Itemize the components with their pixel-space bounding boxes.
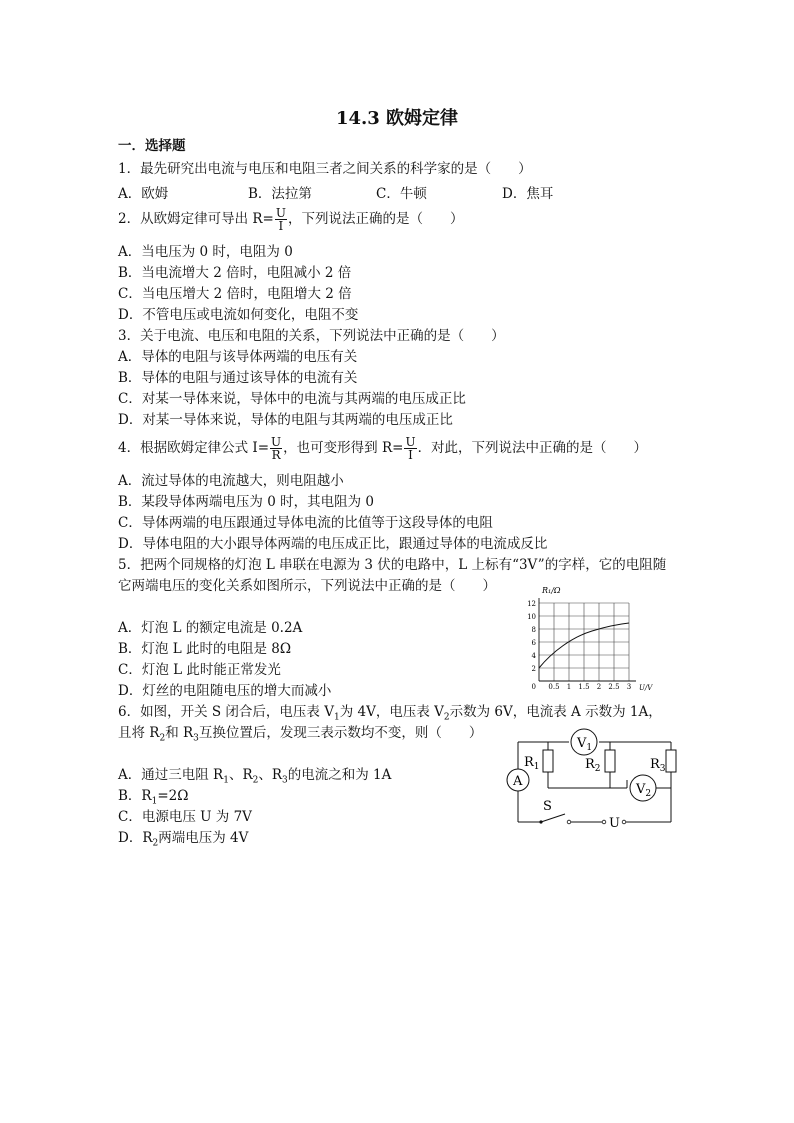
q6-text: 示数为 6V，电流表 A 示数为 1A， bbox=[449, 704, 662, 720]
resistor-r3 bbox=[666, 750, 676, 772]
q1-option-d: D．焦耳 bbox=[502, 186, 554, 202]
q6-text: =2Ω bbox=[157, 788, 189, 804]
q6-text: 且将 R bbox=[118, 725, 160, 741]
source-label: U bbox=[609, 816, 620, 830]
q5-stem-line2: 它两端电压的变化关系如图所示，下列说法中正确的是（ ） bbox=[118, 578, 496, 594]
graph-y-tick: 4 bbox=[531, 652, 536, 660]
q4-stem bbox=[118, 433, 647, 463]
v1-label: $V_1$ bbox=[577, 736, 593, 753]
q6-subscript: 2 bbox=[252, 775, 259, 786]
graph-y-tick: 10 bbox=[527, 613, 536, 621]
switch-pivot bbox=[539, 820, 542, 823]
r3-label: $R_3$ bbox=[650, 757, 666, 774]
graph-x-tick: 2 bbox=[596, 683, 602, 691]
q2-stem-part: ，下列说法正确的是（ ） bbox=[287, 211, 464, 227]
q3-option-a: A．导体的电阻与该导体两端的电压有关 bbox=[118, 349, 358, 365]
q4-stem-part: 4．根据欧姆定律公式 I= bbox=[118, 440, 270, 456]
q6-subscript: 3 bbox=[282, 775, 288, 786]
graph-y-tick: 6 bbox=[531, 639, 536, 647]
q3-option-c: C．对某一导体来说，导体中的电流与其两端的电压成正比 bbox=[118, 391, 466, 407]
q6-text: 和 R bbox=[165, 725, 194, 741]
q6-subscript: 1 bbox=[151, 796, 158, 807]
q5-option-a: A．灯泡 L 的额定电流是 0.2A bbox=[118, 620, 303, 636]
q1-option-a: A．欧姆 bbox=[118, 186, 169, 202]
q2-option-a: A．当电压为 0 时，电阻为 0 bbox=[118, 244, 293, 260]
q6-subscript: 3 bbox=[193, 733, 199, 744]
q5-stem-line1: 5．把两个同规格的灯泡 L 串联在电源为 3 伏的电路中，L 上标有“3V”的字样，它的电阻随 bbox=[118, 557, 667, 573]
q4-option-b: B．某段导体两端电压为 0 时，其电阻为 0 bbox=[118, 494, 374, 510]
switch-contact bbox=[567, 820, 571, 824]
resistor-r2 bbox=[605, 750, 615, 772]
q5-option-b: B．灯泡 L 此时的电阻是 8Ω bbox=[118, 641, 292, 657]
q6-stem-line2 bbox=[118, 724, 482, 748]
q2-option-d: D．不管电压或电流如何变化，电阻不变 bbox=[118, 307, 359, 323]
circuit-diagram bbox=[496, 728, 686, 830]
graph-x-tick: 0 bbox=[531, 683, 536, 691]
q5-option-d: D．灯丝的电阻随电压的增大而减小 bbox=[118, 683, 332, 699]
q6-subscript: 1 bbox=[223, 775, 229, 786]
graph-x-tick: 1.5 bbox=[578, 683, 590, 691]
q5-option-c: C．灯泡 L 此时能正常发光 bbox=[118, 662, 281, 678]
fraction-denominator: I bbox=[278, 219, 284, 233]
q2-stem bbox=[118, 204, 463, 234]
q3-option-b: B．导体的电阻与通过该导体的电流有关 bbox=[118, 370, 358, 386]
r2-label: $R_2$ bbox=[585, 757, 601, 774]
q6-text: 互换位置后，发现三表示数均不变，则（ ） bbox=[198, 725, 483, 741]
q1-stem: 1．最先研究出电流与电压和电阻三者之间关系的科学家的是（ ） bbox=[118, 161, 532, 177]
q4-formula-fraction bbox=[404, 436, 416, 461]
q6-text: 、R bbox=[228, 767, 253, 783]
q6-text: 为 4V，电压表 V bbox=[339, 704, 444, 720]
q4-option-d: D．导体电阻的大小跟导体两端的电压成正比，跟通过导体的电流成反比 bbox=[118, 536, 548, 552]
section-heading: 一．选择题 bbox=[118, 138, 186, 154]
graph-x-tick: 1 bbox=[566, 683, 572, 691]
q6-text: D．R bbox=[118, 830, 153, 846]
r1-label: $R_1$ bbox=[524, 755, 540, 772]
graph-x-label: U/V bbox=[639, 684, 653, 692]
fraction-denominator: I bbox=[408, 448, 413, 462]
q1-option-c: C．牛顿 bbox=[376, 186, 427, 202]
graph-y-tick: 12 bbox=[527, 600, 536, 608]
terminal-right bbox=[622, 820, 626, 824]
q4-stem-part: ．对此，下列说法中正确的是（ ） bbox=[417, 440, 648, 456]
switch-label: S bbox=[543, 799, 552, 814]
resistance-voltage-graph bbox=[512, 582, 662, 694]
ammeter-label: A bbox=[513, 774, 523, 789]
q6-text: 的电流之和为 1A bbox=[287, 767, 392, 783]
q3-stem: 3．关于电流、电压和电阻的关系，下列说法中正确的是（ ） bbox=[118, 328, 505, 344]
graph-x-tick: 3 bbox=[626, 683, 632, 691]
q6-subscript: 1 bbox=[333, 712, 340, 723]
terminal-left bbox=[602, 820, 606, 824]
fraction-denominator: R bbox=[271, 448, 281, 462]
q3-option-d: D．对某一导体来说，导体的电阻与其两端的电压成正比 bbox=[118, 412, 453, 428]
graph-x-tick: 2.5 bbox=[608, 683, 620, 691]
q4-stem-part: ，也可变形得到 R= bbox=[283, 440, 404, 456]
graph-y-tick: 2 bbox=[531, 665, 536, 673]
q2-option-c: C．当电压增大 2 倍时，电阻增大 2 倍 bbox=[118, 286, 352, 302]
q4-formula-fraction bbox=[270, 436, 282, 461]
q6-option-c: C．电源电压 U 为 7V bbox=[118, 809, 252, 825]
q6-subscript: 2 bbox=[152, 838, 159, 849]
q2-formula-fraction bbox=[275, 207, 287, 232]
q6-text: 6．如图，开关 S 闭合后，电压表 V bbox=[118, 704, 334, 720]
fraction-numerator: U bbox=[271, 435, 282, 449]
graph-x-tick: 0.5 bbox=[548, 683, 560, 691]
q2-option-b: B．当电流增大 2 倍时，电阻减小 2 倍 bbox=[118, 265, 352, 281]
q2-stem-part: 2．从欧姆定律可导出 R= bbox=[118, 211, 274, 227]
q1-option-b: B．法拉第 bbox=[248, 186, 312, 202]
q6-text: 、R bbox=[258, 767, 283, 783]
q6-text: 两端电压为 4V bbox=[158, 830, 249, 846]
q6-option-d bbox=[118, 829, 248, 853]
q6-text: B．R bbox=[118, 788, 152, 804]
q6-subscript: 2 bbox=[443, 712, 450, 723]
fraction-numerator: U bbox=[275, 206, 286, 220]
graph-y-tick: 8 bbox=[531, 626, 536, 634]
v2-label: $V_2$ bbox=[636, 782, 652, 799]
page-title: 14.3 欧姆定律 bbox=[335, 108, 459, 129]
q6-subscript: 2 bbox=[159, 733, 166, 744]
resistor-r1 bbox=[543, 750, 553, 772]
graph-grid bbox=[539, 603, 629, 681]
q4-option-c: C．导体两端的电压跟通过导体电流的比值等于这段导体的电阻 bbox=[118, 515, 493, 531]
graph-y-label: R₁/Ω bbox=[542, 586, 561, 595]
q4-option-a: A．流过导体的电流越大，则电阻越小 bbox=[118, 473, 344, 489]
fraction-numerator: U bbox=[405, 435, 416, 449]
q6-text: A．通过三电阻 R bbox=[118, 767, 224, 783]
